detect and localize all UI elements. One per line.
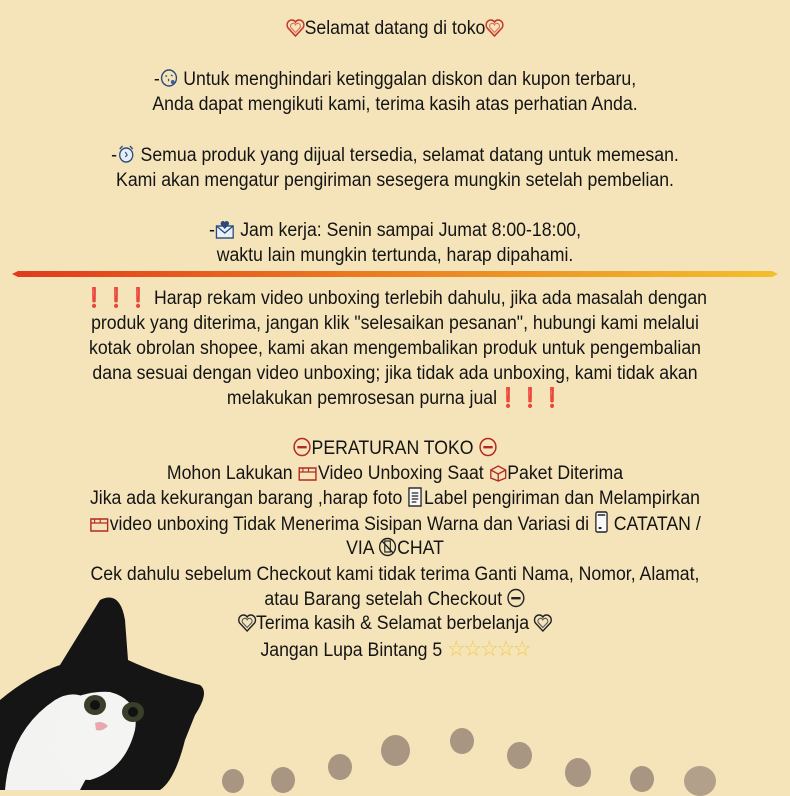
warning-line-5: melakukan pemrosesan purna jual❗❗❗ <box>226 388 564 409</box>
video-recorder-icon <box>298 464 318 482</box>
heart-outline-icon <box>237 614 256 632</box>
rules-line-4: VIA CHAT <box>346 538 444 559</box>
notice-1-line-1: - Untuk menghindari ketinggalan diskon dan kupon terbaru, <box>153 69 637 90</box>
exclamation-icon: ❗❗❗ <box>497 388 564 409</box>
warning-line-2: produk yang diterima, jangan klik "selesaikan pesanan", hubungi kami melalui <box>91 313 699 334</box>
rules-title: PERATURAN TOKO <box>28 436 763 461</box>
notice-2-line-1: - Semua produk yang dijual tersedia, selamat datang untuk memesan. <box>111 145 679 166</box>
heart-outline-icon <box>485 19 504 37</box>
notice-3-line-1: - Jam kerja: Senin sampai Jumat 8:00-18:00, <box>208 220 582 241</box>
welcome-text: Selamat datang di toko <box>304 18 486 39</box>
warning-line-4: dana sesuai dengan video unboxing; jika tidak ada unboxing, kami tidak akan <box>92 363 698 384</box>
rules-line-2: Jika ada kekurangan barang ,harap foto Label pengiriman dan Melampirkan <box>89 488 701 509</box>
no-entry-icon <box>293 437 312 457</box>
alarm-clock-icon <box>117 144 136 164</box>
package-icon <box>489 464 508 482</box>
no-entry-icon <box>478 437 497 457</box>
no-phone-icon <box>379 537 398 557</box>
rules-line-3: video unboxing Tidak Menerima Sisipan Warna dan Variasi di CATATAN / <box>28 511 763 537</box>
rules-line-5: Cek dahulu sebelum Checkout kami tidak terima Ganti Nama, Nomor, Alamat, <box>90 564 700 585</box>
warning-line-1: ❗❗❗ Harap rekam video unboxing terlebih dahulu, jika ada masalah dengan <box>83 288 707 309</box>
rules-rating: Jangan Lupa Bintang 5 ☆☆☆☆☆ <box>260 636 530 661</box>
video-recorder-icon <box>89 515 109 533</box>
notice-3-line-2: waktu lain mungkin tertunda, harap dipahami. <box>216 245 574 266</box>
notice-2-line-2: Kami akan mengatur pengiriman sesegera mungkin setelah pembelian. <box>116 170 674 191</box>
rules-line-6: atau Barang setelah Checkout <box>28 587 763 612</box>
phone-icon <box>594 511 609 533</box>
warning-line-3: kotak obrolan shopee, kami akan mengembalikan produk untuk pengembalian <box>89 338 701 359</box>
love-letter-icon <box>215 219 235 239</box>
five-star-rating-icon: ☆☆☆☆☆ <box>447 636 530 661</box>
gradient-divider-arrow <box>12 271 778 277</box>
notice-1-line-2: Anda dapat mengikuti kami, terima kasih atas perhatian Anda. <box>152 94 638 115</box>
tuxedo-cat-image <box>0 580 240 790</box>
heart-outline-icon <box>534 614 553 632</box>
welcome-title <box>28 16 763 41</box>
document-label-icon <box>407 487 424 507</box>
rules-line-1: Mohon Lakukan Video Unboxing Saat Paket Diterima <box>166 463 624 484</box>
rules-thanks: Terima kasih & Selamat berbelanja <box>28 611 763 636</box>
minus-circle-icon <box>507 588 526 608</box>
kissing-face-icon <box>160 68 179 88</box>
heart-outline-icon <box>286 19 305 37</box>
exclamation-icon: ❗❗❗ <box>83 288 150 309</box>
